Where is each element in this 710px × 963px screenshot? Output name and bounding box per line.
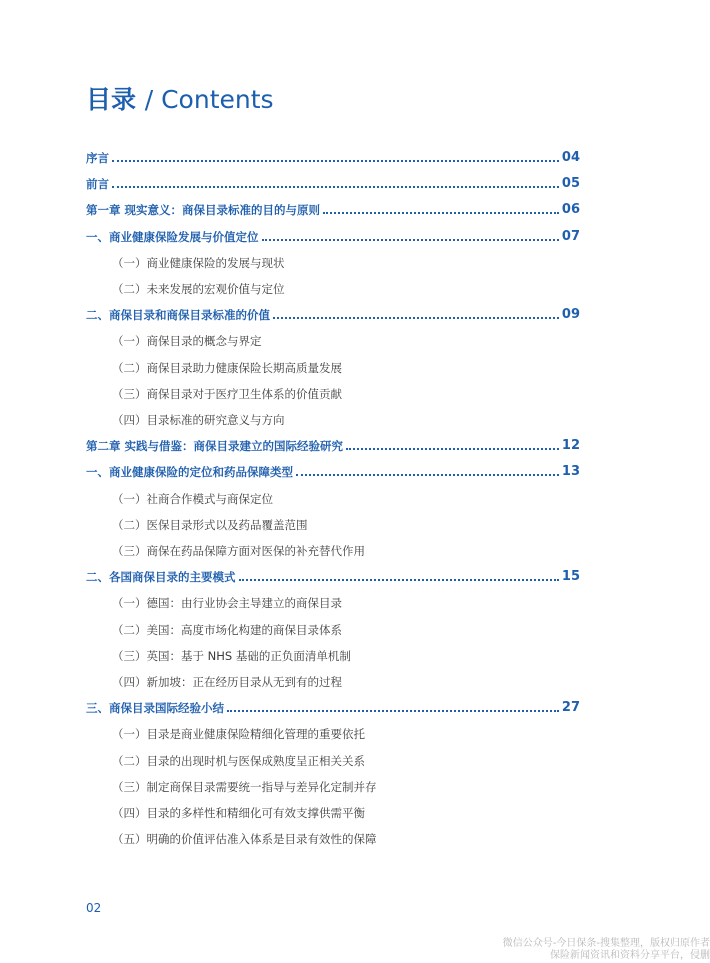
toc-entry-label: 一、商业健康保险的定位和药品保障类型 [86,465,293,480]
toc-entry-label: （五）明确的价值评估准入体系是目录有效性的保障 [112,832,377,847]
toc-entry[interactable] [86,304,580,326]
toc-subentry[interactable] [86,357,580,379]
toc-entry-label: （三）商保目录对于医疗卫生体系的价值贡献 [112,386,342,401]
toc-entry-label: （一）德国：由行业协会主导建立的商保目录 [112,596,342,611]
toc-entry[interactable] [86,566,580,588]
toc-entry[interactable] [86,435,580,457]
toc-dot-leader [262,239,559,241]
toc-page-number: 06 [561,202,580,218]
toc-dot-leader [239,579,559,581]
toc-subentry[interactable] [86,514,580,536]
toc-page-number: 07 [561,228,580,244]
toc-entry-label: 前言 [86,177,109,192]
toc-page-number: 15 [561,569,580,585]
toc-entry[interactable] [86,226,580,248]
toc-entry-label: （一）社商合作模式与商保定位 [112,491,273,506]
toc-dot-leader [273,317,559,319]
toc-page-number: 13 [561,464,580,480]
page-number: 02 [86,901,102,915]
toc-subentry[interactable] [86,828,580,850]
watermark-line-1: 微信公众号-今日保条-搜集整理，版权归原作者 [502,938,710,949]
toc-entry-label: （二）商保目录助力健康保险长期高质量发展 [112,360,342,375]
toc-entry-label: （三）制定商保目录需要统一指导与差异化定制并存 [112,779,377,794]
toc-subentry[interactable] [86,619,580,641]
toc-page-number: 09 [561,307,580,323]
toc-entry-label: （四）目录的多样性和精细化可有效支撑供需平衡 [112,806,365,820]
toc-entry-label: 一、商业健康保险发展与价值定位 [86,229,259,244]
title-chinese: 目录 [86,85,137,114]
toc-entry[interactable] [86,697,580,719]
toc-entry-label: （三）商保在药品保障方面对医保的补充替代作用 [112,544,365,558]
toc-subentry[interactable] [86,540,580,562]
toc-subentry[interactable] [86,409,580,431]
toc-dot-leader [346,448,559,450]
toc-entry-label: （四）目录标准的研究意义与方向 [112,413,285,427]
toc-entry-label: （四）新加坡：正在经历目录从无到有的过程 [112,675,342,689]
toc-subentry[interactable] [86,278,580,300]
toc-entry-label: （一）商保目录的概念与界定 [112,334,262,349]
toc-subentry[interactable] [86,252,580,274]
watermark-line-2: 保险新闻资讯和资料分享平台，侵删 [550,950,710,961]
toc-subentry[interactable] [86,723,580,745]
toc-dot-leader [112,186,559,188]
toc-entry-label: （二）未来发展的宏观价值与定位 [112,282,285,296]
toc-entry-label: （二）目录的出现时机与医保成熟度呈正相关关系 [112,753,365,768]
toc-page-number: 05 [561,176,580,192]
toc-entry[interactable] [86,147,580,169]
toc-entry-label: 第一章 现实意义：商保目录标准的目的与原则 [86,203,321,218]
toc-entry-label: 三、商保目录国际经验小结 [86,701,224,716]
toc-page-number: 12 [561,438,580,454]
toc-entry-label: 二、商保目录和商保目录标准的价值 [86,308,270,323]
toc-subentry[interactable] [86,592,580,614]
toc-dot-leader [323,212,559,214]
watermark [450,938,710,962]
toc-dot-leader [227,710,559,712]
toc-dot-leader [296,474,559,476]
toc-entry-label: （二）医保目录形式以及药品覆盖范围 [112,517,308,532]
toc-page-number: 04 [561,150,580,165]
toc-dot-leader [112,160,559,162]
toc-page-number: 27 [561,700,580,716]
toc-entry[interactable] [86,461,580,483]
toc-subentry[interactable] [86,802,580,824]
toc-entry-label: （一）目录是商业健康保险精细化管理的重要依托 [112,727,365,742]
toc-entry-label: 序言 [86,151,109,165]
toc-entry-label: 二、各国商保目录的主要模式 [86,570,236,585]
title-english: / Contents [144,85,274,114]
toc-entry-label: （一）商业健康保险的发展与现状 [112,255,285,270]
toc-subentry[interactable] [86,750,580,772]
toc-entry-label: （二）美国：高度市场化构建的商保目录体系 [112,622,342,637]
toc-entry-label: （三）英国：基于 NHS 基础的正负面清单机制 [112,648,351,663]
toc-subentry[interactable] [86,776,580,798]
toc-entry-label: 第二章 实践与借鉴：商保目录建立的国际经验研究 [86,439,344,454]
toc-subentry[interactable] [86,488,580,510]
toc-entry[interactable] [86,199,580,221]
page-title [86,80,274,116]
toc-subentry[interactable] [86,383,580,405]
toc-subentry[interactable] [86,645,580,667]
toc-subentry[interactable] [86,671,580,693]
toc-entry[interactable] [86,173,580,195]
toc-subentry[interactable] [86,330,580,352]
